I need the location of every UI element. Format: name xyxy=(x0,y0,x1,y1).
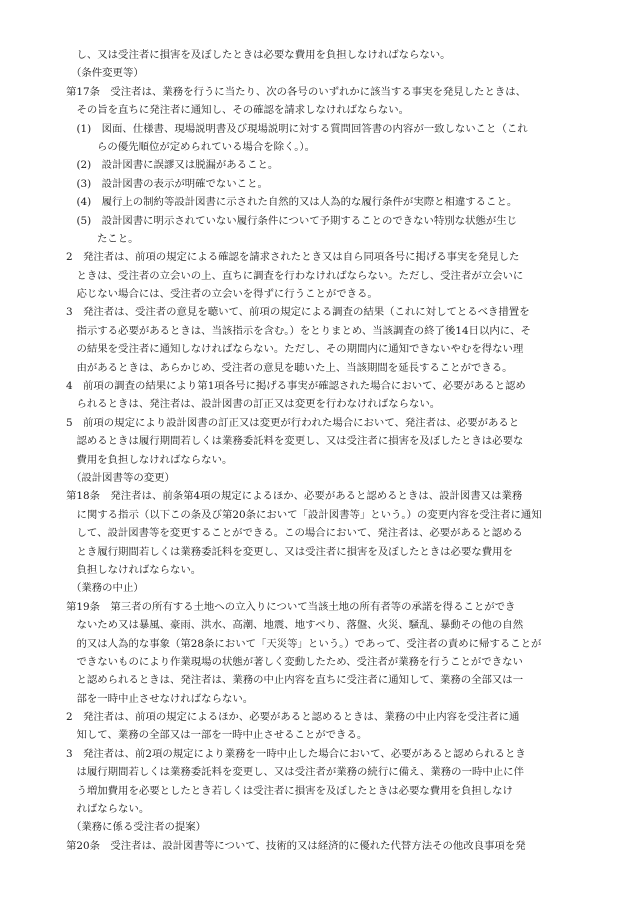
text-line: 応じない場合には、受注者の立会いを得ずに行うことができる。 xyxy=(76,288,378,301)
text-line: は履行期間若しくは業務委託料を変更し、又は受注者が業務の続行に備え、業務の一時中止に伴 xyxy=(76,766,524,779)
text-line: 第20条 受注者は、設計図書等について、技術的又は経済的に優れた代替方法その他改良事項を発 xyxy=(66,839,526,852)
text-line: に関する指示（以下この条及び第20条において「設計図書等」という。）の変更内容を受注者に通知 xyxy=(76,508,542,521)
text-line: (1) 図面、仕様書、現場説明書及び現場説明に対する質問回答書の内容が一致しないこと（これ xyxy=(76,122,528,135)
text-line: らの優先順位が定められている場合を除く。）。 xyxy=(97,140,315,153)
text-line: 2 発注者は、前項の規定によるほか、必要があると認めるときは、業務の中止内容を受注者に通 xyxy=(66,711,520,724)
document-page xyxy=(66,46,576,855)
text-line: ないため又は暴風、豪雨、洪水、高潮、地震、地すべり、落盤、火災、騒乱、暴動その他の自然 xyxy=(76,619,524,632)
text-line: 知して、業務の全部又は一部を一時中止させることができる。 xyxy=(76,729,368,742)
article-heading: （条件変更等） xyxy=(71,67,144,80)
text-line: ときは、受注者の立会いの上、直ちに調査を行わなければならない。ただし、受注者が立会いに xyxy=(76,269,524,282)
text-line: 指示する必要があるときは、当該指示を含む。）をとりまとめ、当該調査の終了後14日以内に、そ xyxy=(76,324,531,337)
text-line: その旨を直ちに発注者に通知し、その確認を請求しなければならない。 xyxy=(76,104,409,117)
text-line: たこと。 xyxy=(97,232,139,245)
text-line: 認めるときは履行期間若しくは業務委託料を変更し、又は受注者に損害を及ぼしたときは必要な xyxy=(76,435,524,448)
text-line: (3) 設計図書の表示が明確でないこと。 xyxy=(76,177,268,190)
text-line: 第18条 発注者は、前条第4項の規定によるほか、必要があると認めるときは、設計図書又は業務 xyxy=(66,490,523,503)
text-line: して、設計図書等を変更することができる。この場合において、発注者は、必要があると認める xyxy=(76,527,523,540)
text-line: 3 発注者は、前2項の規定により業務を一時中止した場合において、必要があると認められるとき xyxy=(66,747,526,760)
text-line: の結果を受注者に通知しなければならない。ただし、その期間内に通知できないやむを得ない理 xyxy=(76,343,524,356)
text-line: られるときは、発注者は、設計図書の訂正又は変更を行わなければならない。 xyxy=(76,398,441,411)
text-line: 5 前項の規定により設計図書の訂正又は変更が行われた場合において、発注者は、必要があると xyxy=(66,416,520,429)
article-heading: （業務に係る受注者の提案） xyxy=(71,821,207,834)
text-line: とき履行期間若しくは業務委託料を変更し、又は受注者に損害を及ぼしたときは必要な費用を xyxy=(76,545,513,558)
text-line: (2) 設計図書に誤謬又は脱漏があること。 xyxy=(76,159,279,172)
text-line: う増加費用を必要としたとき若しくは受注者に損害を及ぼしたときは必要な費用を負担しなけ xyxy=(76,784,513,797)
text-line: (4) 履行上の制約等設計図書に示された自然的又は人為的な履行条件が実際と相違すること。 xyxy=(76,196,518,209)
text-line: 3 発注者は、受注者の意見を聴いて、前項の規定による調査の結果（これに対してとるべき措置を xyxy=(66,306,530,319)
text-line: し、又は受注者に損害を及ぼしたときは必要な費用を負担しなければならない。 xyxy=(76,49,451,61)
article-heading: （設計図書等の変更） xyxy=(71,471,175,484)
text-line: と認められるときは、発注者は、業務の中止内容を直ちに受注者に通知して、業務の全部又は一 xyxy=(76,674,524,687)
text-line: 2 発注者は、前項の規定による確認を請求されたとき又は自ら同項各号に掲げる事実を発見した xyxy=(66,251,520,264)
text-line: 4 前項の調査の結果により第1項各号に掲げる事実が確認された場合において、必要があると認め xyxy=(66,380,526,393)
text-line: 的又は人為的な事象（第28条において「天災等」という。）であって、受注者の責めに帰することが xyxy=(76,637,542,650)
text-line: 費用を負担しなければならない。 xyxy=(76,453,233,466)
text-line: (5) 設計図書に明示されていない履行条件について予期することのできない特別な状態が生じ xyxy=(76,214,518,227)
text-line: 負担しなければならない。 xyxy=(76,563,202,576)
text-line: 第17条 受注者は、業務を行うに当たり、次の各号のいずれかに該当する事実を発見したときは、 xyxy=(66,85,527,98)
text-line: 由があるときは、あらかじめ、受注者の意見を聴いた上、当該期間を延長することができる。 xyxy=(76,361,513,374)
text-line: ればならない。 xyxy=(76,803,150,816)
text-line: 第19条 第三者の所有する土地への立入りについて当該土地の所有者等の承諾を得ることができ xyxy=(66,600,516,613)
text-line: 部を一時中止させなければならない。 xyxy=(76,692,254,705)
text-line: できないものにより作業現場の状態が著しく変動したため、受注者が業務を行うことができない xyxy=(76,655,523,668)
article-heading: （業務の中止） xyxy=(71,582,144,595)
